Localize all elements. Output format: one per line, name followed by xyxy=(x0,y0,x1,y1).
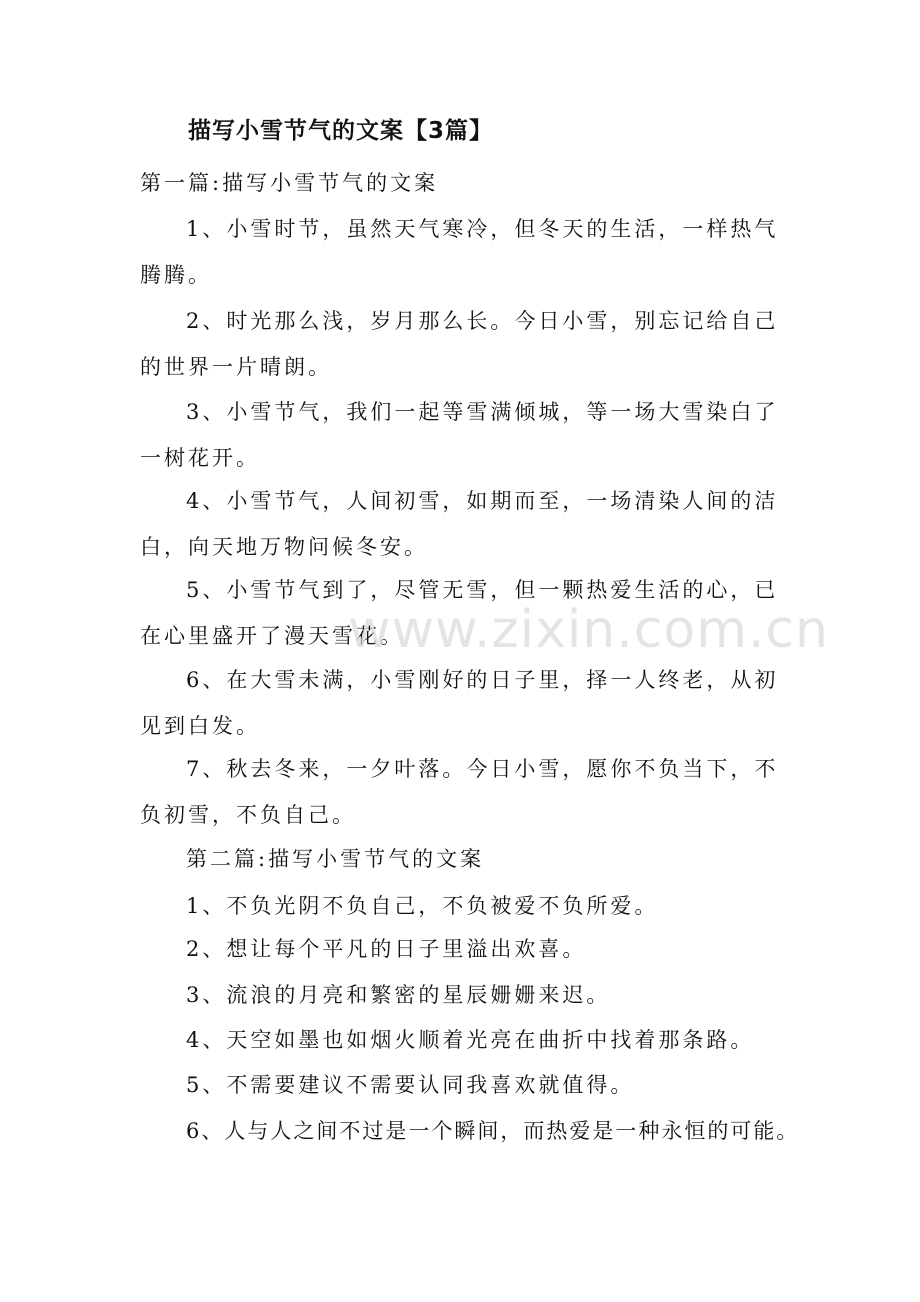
section-1-item-2: 2、时光那么浅，岁月那么长。今日小雪，别忘记给自己的世界一片晴朗。 xyxy=(140,309,779,379)
section-1-item-3: 3、小雪节气，我们一起等雪满倾城，等一场大雪染白了一树花开。 xyxy=(140,400,779,470)
section-1-item-6: 6、在大雪未满，小雪刚好的日子里，择一人终老，从初见到白发。 xyxy=(140,668,779,738)
section-2-item-6: 6、人与人之间不过是一个瞬间，而热爱是一种永恒的可能。 xyxy=(186,1119,800,1143)
section-2-heading: 第二篇:描写小雪节气的文案 xyxy=(186,847,485,871)
watermark: www.zixin.com.cn xyxy=(348,600,829,660)
document-title: 描写小雪节气的文案【3篇】 xyxy=(188,118,494,144)
section-1-item-1: 1、小雪时节，虽然天气寒冷，但冬天的生活，一样热气腾腾。 xyxy=(140,217,779,287)
section-1-item-5: 5、小雪节气到了，尽管无雪，但一颗热爱生活的心，已在心里盛开了漫天雪花。 xyxy=(140,578,779,648)
section-1-item-7: 7、秋去冬来，一夕叶落。今日小雪，愿你不负当下，不负初雪，不负自己。 xyxy=(140,757,779,827)
section-2-item-2: 2、想让每个平凡的日子里溢出欢喜。 xyxy=(186,937,587,961)
section-2-item-5: 5、不需要建议不需要认同我喜欢就值得。 xyxy=(186,1073,635,1097)
section-1-item-4: 4、小雪节气，人间初雪，如期而至，一场清染人间的洁白，向天地万物问候冬安。 xyxy=(140,489,779,559)
section-2-item-3: 3、流浪的月亮和繁密的星辰姗姗来迟。 xyxy=(186,983,611,1007)
section-2-item-1: 1、不负光阴不负自己，不负被爱不负所爱。 xyxy=(186,894,659,918)
section-1-heading: 第一篇:描写小雪节气的文案 xyxy=(140,171,439,195)
section-2-item-4: 4、天空如墨也如烟火顺着光亮在曲折中找着那条路。 xyxy=(186,1028,755,1052)
